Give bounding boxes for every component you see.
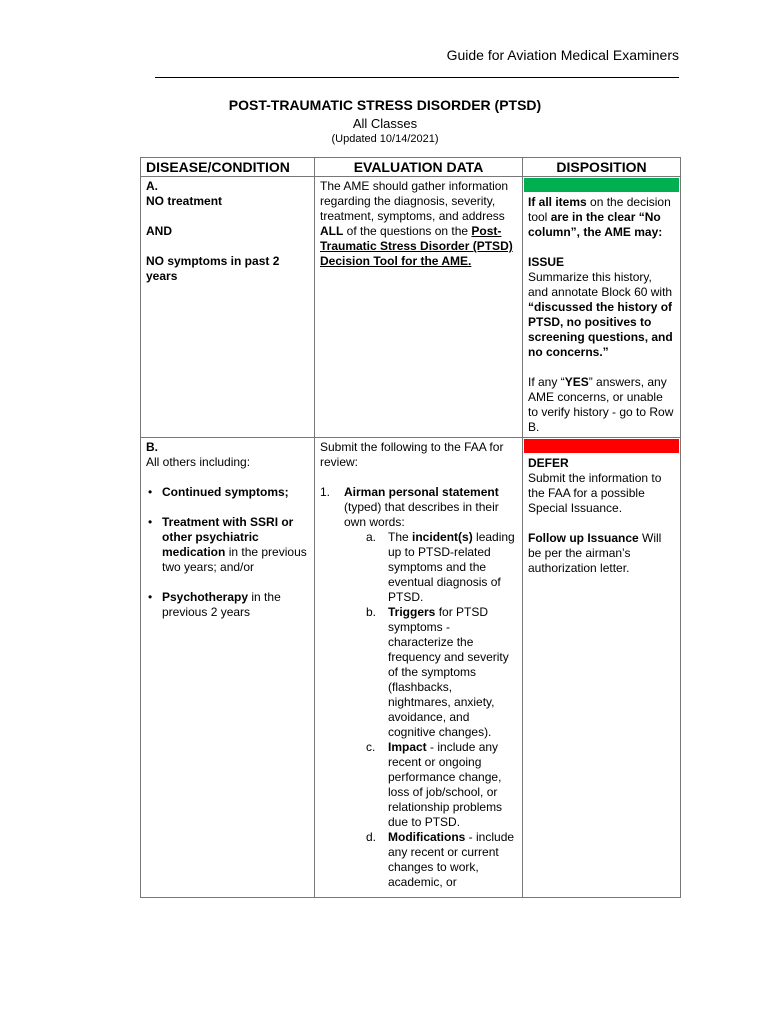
row-b-letter: B. <box>146 440 158 454</box>
defer-text: Submit the information to the FAA for a possible Special Issuance. <box>528 471 662 515</box>
row-a-disposition <box>523 177 681 438</box>
row-a-eval-all: ALL <box>320 224 344 238</box>
table-header-row <box>141 158 681 177</box>
ptsd-decision-tool-link[interactable]: Post-Traumatic Stress Disorder (PTSD) Decision Tool for the AME. <box>320 224 513 268</box>
list-item: b. Triggers for PTSD symptoms - characterize the frequency and severity of the symptoms (flashbacks, nightmares, anxiety, avoidance, and cognitive changes). <box>366 605 509 739</box>
follow-up-text: Follow up Issuance Will be per the airman’s authorization letter. <box>528 531 662 575</box>
list-item: • Continued symptoms; <box>146 485 309 500</box>
status-bar-red <box>524 439 679 453</box>
row-b-condition <box>141 438 315 898</box>
row-a-evaluation <box>315 177 523 438</box>
ptsd-table <box>140 157 681 898</box>
col-header-disposition: DISPOSITION <box>523 158 681 177</box>
row-a-letter: A. <box>146 179 158 193</box>
defer-label: DEFER <box>528 456 569 470</box>
row-b-intro: All others including: <box>146 455 251 469</box>
guide-title: Guide for Aviation Medical Examiners <box>446 47 679 63</box>
list-item: • Psychotherapy in the previous 2 years <box>146 590 309 620</box>
table-row-a <box>141 177 681 438</box>
col-header-condition: DISEASE/CONDITION <box>141 158 315 177</box>
row-a-disp-p3: If any “YES” answers, any AME concerns, or unable to verify history - go to Row B. <box>528 375 674 434</box>
row-b-disposition <box>523 438 681 898</box>
row-a-and: AND <box>146 224 172 238</box>
row-a-condition <box>141 177 315 438</box>
row-a-eval-text: The AME should gather information regarding the diagnosis, severity, treatment, symptoms, and address <box>320 179 509 223</box>
list-item: d. Modifications - include any recent or current changes to work, academic, or <box>366 830 515 889</box>
row-b-evaluation <box>315 438 523 898</box>
list-item: • Treatment with SSRI or other psychiatric medication in the previous two years; and/or <box>146 515 309 575</box>
list-item: 1. Airman personal statement (typed) that describes in their own words: <box>320 485 499 529</box>
list-item: a. The incident(s) leading up to PTSD-related symptoms and the eventual diagnosis of PTSD. <box>366 530 515 604</box>
row-a-no-treatment: NO treatment <box>146 194 223 208</box>
page-subtitle: All Classes <box>352 116 418 131</box>
updated-date: (Updated 10/14/2021) <box>331 133 439 145</box>
row-a-disp-p1: If all items on the decision tool are in the clear “No column”, the AME may: <box>528 195 671 239</box>
status-bar-green <box>524 178 679 192</box>
header-divider <box>155 77 679 78</box>
issue-label: ISSUE <box>528 255 565 269</box>
list-item: c. Impact - include any recent or ongoing performance change, loss of job/school, or relationship problems due to PTSD. <box>366 740 503 829</box>
table-row-b <box>141 438 681 898</box>
col-header-evaluation: EVALUATION DATA <box>315 158 523 177</box>
row-b-bullet-list <box>146 485 309 620</box>
row-a-disp-p2: Summarize this history, and annotate Block 60 with “discussed the history of PTSD, no positives to screening questions, and no concerns.” <box>528 270 673 359</box>
row-b-eval-intro: Submit the following to the FAA for review: <box>320 440 504 469</box>
row-a-no-symptoms: NO symptoms in past 2 years <box>146 254 280 283</box>
row-a-eval-text-2: of the questions on the <box>343 224 472 238</box>
page-title: POST-TRAUMATIC STRESS DISORDER (PTSD) <box>228 97 542 113</box>
